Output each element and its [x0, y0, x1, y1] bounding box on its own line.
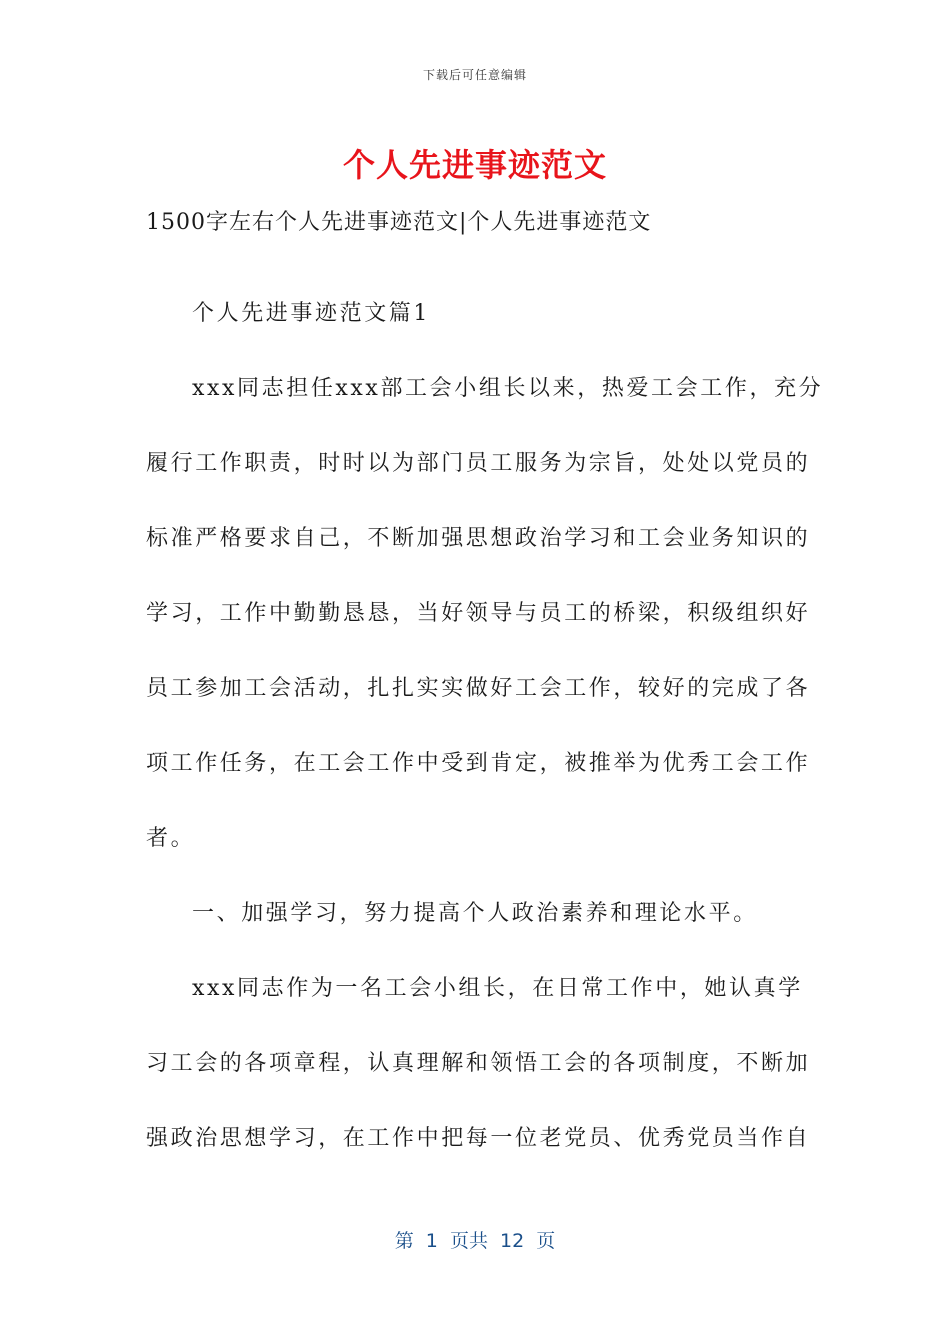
section-heading: 一、加强学习，努力提高个人政治素养和理论水平。 — [192, 901, 758, 926]
section-heading: 个人先进事迹范文篇1 — [192, 301, 430, 326]
body-line: 项工作任务，在工会工作中受到肯定，被推举为优秀工会工作 — [146, 751, 811, 776]
body-line: xxx同志担任xxx部工会小组长以来，热爱工会工作，充分 — [192, 376, 824, 401]
body-line: 强政治思想学习，在工作中把每一位老党员、优秀党员当作自 — [146, 1126, 811, 1151]
document-body — [146, 276, 824, 1176]
body-line: 学习，工作中勤勤恳恳，当好领导与员工的桥梁，积级组织好 — [146, 601, 811, 626]
body-line: 者。 — [146, 826, 196, 851]
document-title: 个人先进事迹范文 — [342, 146, 607, 184]
body-line: 习工会的各项章程，认真理解和领悟工会的各项制度，不断加 — [146, 1051, 811, 1076]
page-number-footer: 第 1 页共 12 页 — [394, 1230, 556, 1252]
header-note: 下载后可任意编辑 — [422, 68, 527, 82]
body-line: 员工参加工会活动，扎扎实实做好工会工作，较好的完成了各 — [146, 676, 811, 701]
document-subtitle: 1500字左右个人先进事迹范文|个人先进事迹范文 — [146, 210, 652, 235]
body-line: 履行工作职责，时时以为部门员工服务为宗旨，处处以党员的 — [146, 451, 811, 476]
body-line: 标准严格要求自己，不断加强思想政治学习和工会业务知识的 — [146, 526, 811, 551]
body-line: xxx同志作为一名工会小组长，在日常工作中，她认真学 — [192, 976, 803, 1001]
